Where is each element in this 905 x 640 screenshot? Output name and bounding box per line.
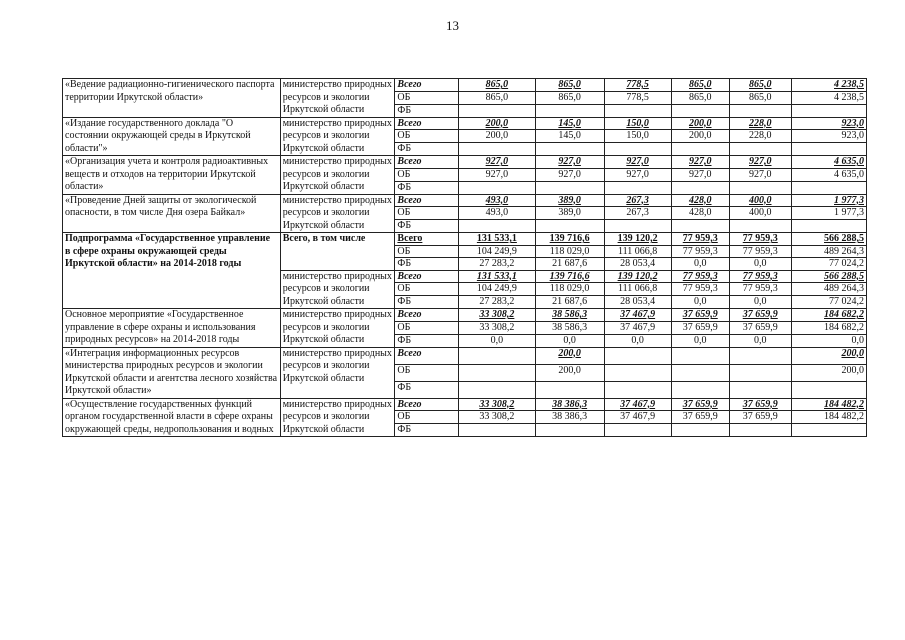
- year-value: 200,0: [535, 364, 604, 381]
- year-value: 927,0: [535, 168, 604, 181]
- year-value: 33 308,2: [459, 321, 535, 334]
- year-value: 200,0: [671, 130, 729, 143]
- year-value: 77 959,3: [729, 283, 791, 296]
- year-value: 104 249,9: [459, 283, 535, 296]
- measure-name: «Осуществление государственных функций органом государственной власти в сфере охраны окружающей среды, недропользования и водных: [63, 398, 281, 437]
- year-value: 865,0: [671, 91, 729, 104]
- year-value: 927,0: [459, 168, 535, 181]
- year-value: 927,0: [604, 168, 671, 181]
- funding-source: Всего: [395, 233, 459, 246]
- total-value: 184 482,2: [791, 398, 866, 411]
- year-value: [671, 364, 729, 381]
- executor-cell: министерство природных ресурсов и экологии Иркутской области: [280, 156, 395, 195]
- total-value: 77 024,2: [791, 296, 866, 309]
- year-value: 33 308,2: [459, 411, 535, 424]
- year-value: [729, 143, 791, 156]
- year-value: [459, 143, 535, 156]
- funding-source: Всего: [395, 117, 459, 130]
- year-value: [671, 104, 729, 117]
- year-value: 927,0: [729, 156, 791, 169]
- year-value: 37 467,9: [604, 411, 671, 424]
- total-value: [791, 220, 866, 233]
- year-value: [535, 424, 604, 437]
- executor-cell: министерство природных ресурсов и экологии Иркутской области: [280, 194, 395, 233]
- year-value: 139 716,6: [535, 270, 604, 283]
- year-value: 493,0: [459, 194, 535, 207]
- funding-source: ОБ: [395, 207, 459, 220]
- executor-cell: министерство природных ресурсов и экологии Иркутской области: [280, 347, 395, 398]
- year-value: 37 659,9: [729, 411, 791, 424]
- year-value: [671, 143, 729, 156]
- total-value: [791, 143, 866, 156]
- year-value: 111 066,8: [604, 245, 671, 258]
- year-value: 27 283,2: [459, 296, 535, 309]
- year-value: 865,0: [535, 79, 604, 92]
- year-value: 37 659,9: [729, 309, 791, 322]
- year-value: [459, 381, 535, 398]
- year-value: 493,0: [459, 207, 535, 220]
- total-value: 184 682,2: [791, 309, 866, 322]
- year-value: [535, 104, 604, 117]
- total-value: 923,0: [791, 130, 866, 143]
- table-row: [63, 347, 867, 364]
- year-value: [535, 181, 604, 194]
- year-value: 37 659,9: [671, 309, 729, 322]
- funding-source: ОБ: [395, 364, 459, 381]
- year-value: [729, 347, 791, 364]
- year-value: 428,0: [671, 207, 729, 220]
- year-value: 118 029,0: [535, 283, 604, 296]
- year-value: 0,0: [729, 334, 791, 347]
- year-value: 389,0: [535, 194, 604, 207]
- funding-source: ОБ: [395, 130, 459, 143]
- funding-source: ФБ: [395, 143, 459, 156]
- year-value: 37 467,9: [604, 309, 671, 322]
- funding-source: ФБ: [395, 220, 459, 233]
- year-value: 389,0: [535, 207, 604, 220]
- year-value: 267,3: [604, 194, 671, 207]
- table-row: [63, 233, 867, 246]
- year-value: 228,0: [729, 117, 791, 130]
- year-value: [729, 381, 791, 398]
- year-value: 145,0: [535, 130, 604, 143]
- year-value: [729, 220, 791, 233]
- year-value: 37 659,9: [729, 398, 791, 411]
- year-value: 778,5: [604, 91, 671, 104]
- executor-cell: министерство природных ресурсов и экологии Иркутской области: [280, 79, 395, 118]
- year-value: 111 066,8: [604, 283, 671, 296]
- year-value: 37 467,9: [604, 398, 671, 411]
- measure-name: «Интеграция информационных ресурсов министерства природных ресурсов и экологии Иркутской области и агентства лесного хозяйства Иркутской области»: [63, 347, 281, 398]
- year-value: 200,0: [459, 117, 535, 130]
- year-value: [671, 347, 729, 364]
- year-value: [604, 424, 671, 437]
- year-value: [535, 381, 604, 398]
- measure-name: «Проведение Дней защиты от экологической опасности, в том числе Дня озера Байкал»: [63, 194, 281, 233]
- year-value: 28 053,4: [604, 296, 671, 309]
- year-value: 865,0: [535, 91, 604, 104]
- year-value: 139 120,2: [604, 270, 671, 283]
- year-value: 0,0: [671, 334, 729, 347]
- year-value: 200,0: [535, 347, 604, 364]
- year-value: 37 659,9: [671, 321, 729, 334]
- table-row: [63, 194, 867, 207]
- year-value: 118 029,0: [535, 245, 604, 258]
- year-value: 21 687,6: [535, 258, 604, 271]
- measure-name: «Организация учета и контроля радиоактивных веществ и отходов на территории Иркутской области»: [63, 156, 281, 195]
- funding-source: Всего: [395, 156, 459, 169]
- funding-source: ФБ: [395, 258, 459, 271]
- year-value: 33 308,2: [459, 398, 535, 411]
- table-body: [63, 79, 867, 437]
- funding-source: ОБ: [395, 321, 459, 334]
- year-value: 927,0: [535, 156, 604, 169]
- year-value: 37 659,9: [671, 411, 729, 424]
- year-value: [459, 347, 535, 364]
- year-value: 33 308,2: [459, 309, 535, 322]
- total-value: [791, 381, 866, 398]
- year-value: 0,0: [671, 296, 729, 309]
- year-value: 200,0: [671, 117, 729, 130]
- table-row: [63, 117, 867, 130]
- total-value: 200,0: [791, 364, 866, 381]
- year-value: 37 659,9: [729, 321, 791, 334]
- year-value: 0,0: [459, 334, 535, 347]
- year-value: 104 249,9: [459, 245, 535, 258]
- year-value: 778,5: [604, 79, 671, 92]
- year-value: 228,0: [729, 130, 791, 143]
- total-value: 4 238,5: [791, 79, 866, 92]
- year-value: 38 386,3: [535, 398, 604, 411]
- executor-cell: министерство природных ресурсов и экологии Иркутской области: [280, 398, 395, 437]
- year-value: 865,0: [671, 79, 729, 92]
- year-value: [459, 220, 535, 233]
- year-value: 865,0: [729, 91, 791, 104]
- total-value: 1 977,3: [791, 207, 866, 220]
- year-value: 927,0: [729, 168, 791, 181]
- year-value: [535, 143, 604, 156]
- total-value: 0,0: [791, 334, 866, 347]
- year-value: [604, 381, 671, 398]
- total-value: [791, 181, 866, 194]
- funding-source: ФБ: [395, 381, 459, 398]
- total-value: 4 635,0: [791, 156, 866, 169]
- year-value: 927,0: [671, 168, 729, 181]
- year-value: 77 959,3: [671, 270, 729, 283]
- total-value: 4 635,0: [791, 168, 866, 181]
- year-value: 38 586,3: [535, 309, 604, 322]
- year-value: [459, 104, 535, 117]
- executor-cell: Всего, в том числе: [280, 233, 395, 271]
- year-value: 927,0: [671, 156, 729, 169]
- year-value: 77 959,3: [671, 283, 729, 296]
- page-number: 13: [446, 18, 459, 33]
- executor-cell: министерство природных ресурсов и экологии Иркутской области: [280, 270, 395, 309]
- funding-source: Всего: [395, 398, 459, 411]
- year-value: 27 283,2: [459, 258, 535, 271]
- total-value: 200,0: [791, 347, 866, 364]
- year-value: [604, 220, 671, 233]
- funding-source: Всего: [395, 309, 459, 322]
- year-value: [671, 381, 729, 398]
- year-value: 38 386,3: [535, 411, 604, 424]
- table-row: [63, 156, 867, 169]
- year-value: [604, 347, 671, 364]
- budget-table: [62, 78, 867, 437]
- executor-cell: министерство природных ресурсов и экологии Иркутской области: [280, 117, 395, 156]
- table-row: [63, 79, 867, 92]
- year-value: [729, 181, 791, 194]
- year-value: 0,0: [729, 258, 791, 271]
- year-value: [604, 104, 671, 117]
- total-value: 1 977,3: [791, 194, 866, 207]
- year-value: [535, 220, 604, 233]
- measure-name: Основное мероприятие «Государственное управление в сфере охраны и использования природных ресурсов» на 2014-2018 годы: [63, 309, 281, 348]
- year-value: 21 687,6: [535, 296, 604, 309]
- year-value: 267,3: [604, 207, 671, 220]
- year-value: 428,0: [671, 194, 729, 207]
- year-value: 150,0: [604, 117, 671, 130]
- year-value: 400,0: [729, 194, 791, 207]
- year-value: 131 533,1: [459, 233, 535, 246]
- total-value: 489 264,3: [791, 283, 866, 296]
- total-value: 566 288,5: [791, 270, 866, 283]
- year-value: 77 959,3: [671, 245, 729, 258]
- total-value: [791, 424, 866, 437]
- year-value: [729, 364, 791, 381]
- funding-source: ФБ: [395, 424, 459, 437]
- year-value: 0,0: [671, 258, 729, 271]
- year-value: 150,0: [604, 130, 671, 143]
- year-value: [671, 181, 729, 194]
- year-value: [459, 424, 535, 437]
- funding-source: Всего: [395, 194, 459, 207]
- executor-cell: министерство природных ресурсов и экологии Иркутской области: [280, 309, 395, 348]
- year-value: [671, 424, 729, 437]
- total-value: 77 024,2: [791, 258, 866, 271]
- year-value: 77 959,3: [671, 233, 729, 246]
- funding-source: ФБ: [395, 296, 459, 309]
- funding-source: ФБ: [395, 104, 459, 117]
- table-row: [63, 398, 867, 411]
- year-value: [671, 220, 729, 233]
- year-value: [604, 143, 671, 156]
- year-value: 927,0: [459, 156, 535, 169]
- total-value: 489 264,3: [791, 245, 866, 258]
- total-value: 923,0: [791, 117, 866, 130]
- year-value: 865,0: [729, 79, 791, 92]
- total-value: 184 682,2: [791, 321, 866, 334]
- measure-name: «Издание государственного доклада "О состоянии окружающей среды в Иркутской области"»: [63, 117, 281, 156]
- year-value: 38 586,3: [535, 321, 604, 334]
- total-value: 4 238,5: [791, 91, 866, 104]
- measure-name: «Ведение радиационно-гигиенического паспорта территории Иркутской области»: [63, 79, 281, 118]
- year-value: 77 959,3: [729, 233, 791, 246]
- funding-source: ФБ: [395, 334, 459, 347]
- year-value: [459, 181, 535, 194]
- funding-source: Всего: [395, 270, 459, 283]
- year-value: 927,0: [604, 156, 671, 169]
- year-value: 28 053,4: [604, 258, 671, 271]
- year-value: [604, 181, 671, 194]
- year-value: [604, 364, 671, 381]
- year-value: 131 533,1: [459, 270, 535, 283]
- funding-source: Всего: [395, 347, 459, 364]
- year-value: 0,0: [729, 296, 791, 309]
- year-value: 139 716,6: [535, 233, 604, 246]
- year-value: 139 120,2: [604, 233, 671, 246]
- year-value: 37 467,9: [604, 321, 671, 334]
- year-value: 145,0: [535, 117, 604, 130]
- funding-source: ОБ: [395, 411, 459, 424]
- total-value: 566 288,5: [791, 233, 866, 246]
- year-value: 77 959,3: [729, 270, 791, 283]
- year-value: [729, 104, 791, 117]
- measure-name: Подпрограмма «Государственное управление в сфере охраны окружающей среды Иркутской области» на 2014-2018 годы: [63, 233, 281, 309]
- funding-source: ОБ: [395, 91, 459, 104]
- year-value: 37 659,9: [671, 398, 729, 411]
- year-value: 0,0: [535, 334, 604, 347]
- table-row: [63, 309, 867, 322]
- funding-source: ОБ: [395, 168, 459, 181]
- total-value: [791, 104, 866, 117]
- year-value: 865,0: [459, 79, 535, 92]
- funding-source: ОБ: [395, 245, 459, 258]
- funding-source: ОБ: [395, 283, 459, 296]
- year-value: [459, 364, 535, 381]
- year-value: [729, 424, 791, 437]
- year-value: 77 959,3: [729, 245, 791, 258]
- year-value: 865,0: [459, 91, 535, 104]
- year-value: 400,0: [729, 207, 791, 220]
- funding-source: ФБ: [395, 181, 459, 194]
- total-value: 184 482,2: [791, 411, 866, 424]
- year-value: 200,0: [459, 130, 535, 143]
- year-value: 0,0: [604, 334, 671, 347]
- funding-source: Всего: [395, 79, 459, 92]
